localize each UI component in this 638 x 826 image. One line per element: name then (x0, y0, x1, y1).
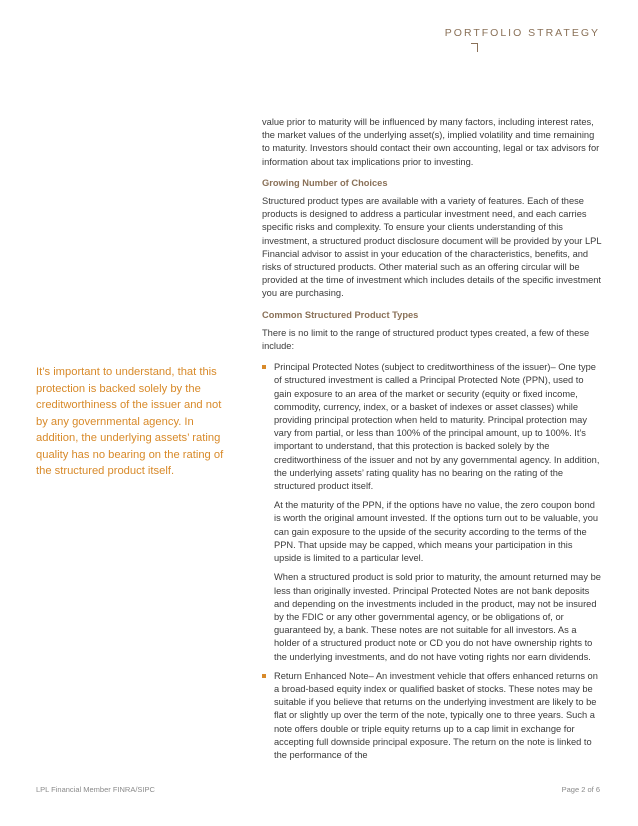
bullet-term: Principal Protected Notes (subject to creditworthiness of the issuer) (274, 362, 551, 373)
square-bullet-icon (262, 674, 266, 678)
page-header-title: PORTFOLIO STRATEGY (444, 27, 600, 39)
bullet-text: – An investment vehicle that offers enhanced returns on a broad-based equity index or qualified basket of stocks. These notes may be suitable if you believe that returns on the underlying investment are likely to be flat or slightly up over the term of the note, typically one to three years. Such a note offers double or triple equity returns up to a cap limit in exchange for accepting full downside principal exposure. The return on the note is linked to the performance of the (274, 670, 598, 760)
square-bullet-icon (262, 365, 266, 369)
product-types-list (262, 361, 602, 762)
list-item (262, 670, 602, 762)
section-body-choices: Structured product types are available with a variety of features. Each of these products is designed to address a particular investment need, and each carries specific risks and complexity. To ensure your clients understanding of this investment, a structured product disclosure document will be provided by your LPL Financial advisor to assist in your education of the characteristics, benefits, and risks of structured products. Other material such as an offering circular will be provided at the time of investment which includes details of the specific investment you are purchasing. (262, 196, 602, 299)
footer-left: LPL Financial Member FINRA/SIPC (36, 785, 155, 794)
section-heading-types: Common Structured Product Types (262, 309, 419, 320)
intro-paragraph: value prior to maturity will be influenced by many factors, including interest rates, the market values of the underlying asset(s), implied volatility and time remaining to maturity. Investors should contact their own accounting, legal or tax advisors for information about tax implications prior to investing. (262, 117, 600, 167)
bullet-paragraph (274, 361, 602, 493)
pull-quote-callout: It’s important to understand, that this protection is backed solely by the creditworthiness of the issuer and not by any governmental agency. In addition, the underlying assets’ rating quality has no bearing on the rating of the structured product itself. (36, 366, 224, 477)
bullet-text: – One type of structured investment is called a Principal Protected Note (PPN), used to gain exposure to an area of the market or security (equity or fixed income, commodity, currency, index, or a basket of indexes or asset classes) while providing principal protection when held to maturity. Principal protection may vary from partial, or less than 100% of the principal amount, up to 100%. It’s important to understand, that this protection is backed solely by the creditworthiness of the issuer and not by any governmental agency. In addition, the underlying assets’ rating quality has no bearing on the rating of the structured product itself. (274, 362, 600, 492)
bullet-term: Return Enhanced Note (274, 670, 369, 681)
bullet-paragraph (274, 670, 602, 762)
section-body-types: There is no limit to the range of structured product types created, a few of these include: (262, 327, 590, 352)
footer-page-number: Page 2 of 6 (561, 785, 600, 794)
list-item (262, 361, 602, 663)
section-heading-choices: Growing Number of Choices (262, 177, 388, 188)
bullet-paragraph-2: At the maturity of the PPN, if the options have no value, the zero coupon bond is worth the original amount invested. If the options turn out to be valuable, you can gain exposure to the upside of the security according to the terms of the PPN. That upside may be capped, which means your participation in this upside is limited to a particular level. (274, 500, 599, 564)
main-column (262, 116, 602, 768)
bullet-paragraph-3: When a structured product is sold prior to maturity, the amount returned may be less than originally invested. Principal Protected Notes are not bank deposits and depending on the investments included in the product, may not be insured by the FDIC or any other governmental agency, or be obligations of, or guaranteed by, a bank. These notes are not suitable for all investors. As a holder of a structured product note or CD you do not have ownership rights to the underlying investments, and do not have voting rights nor earn dividends. (274, 572, 601, 662)
corner-mark-icon (471, 43, 478, 52)
